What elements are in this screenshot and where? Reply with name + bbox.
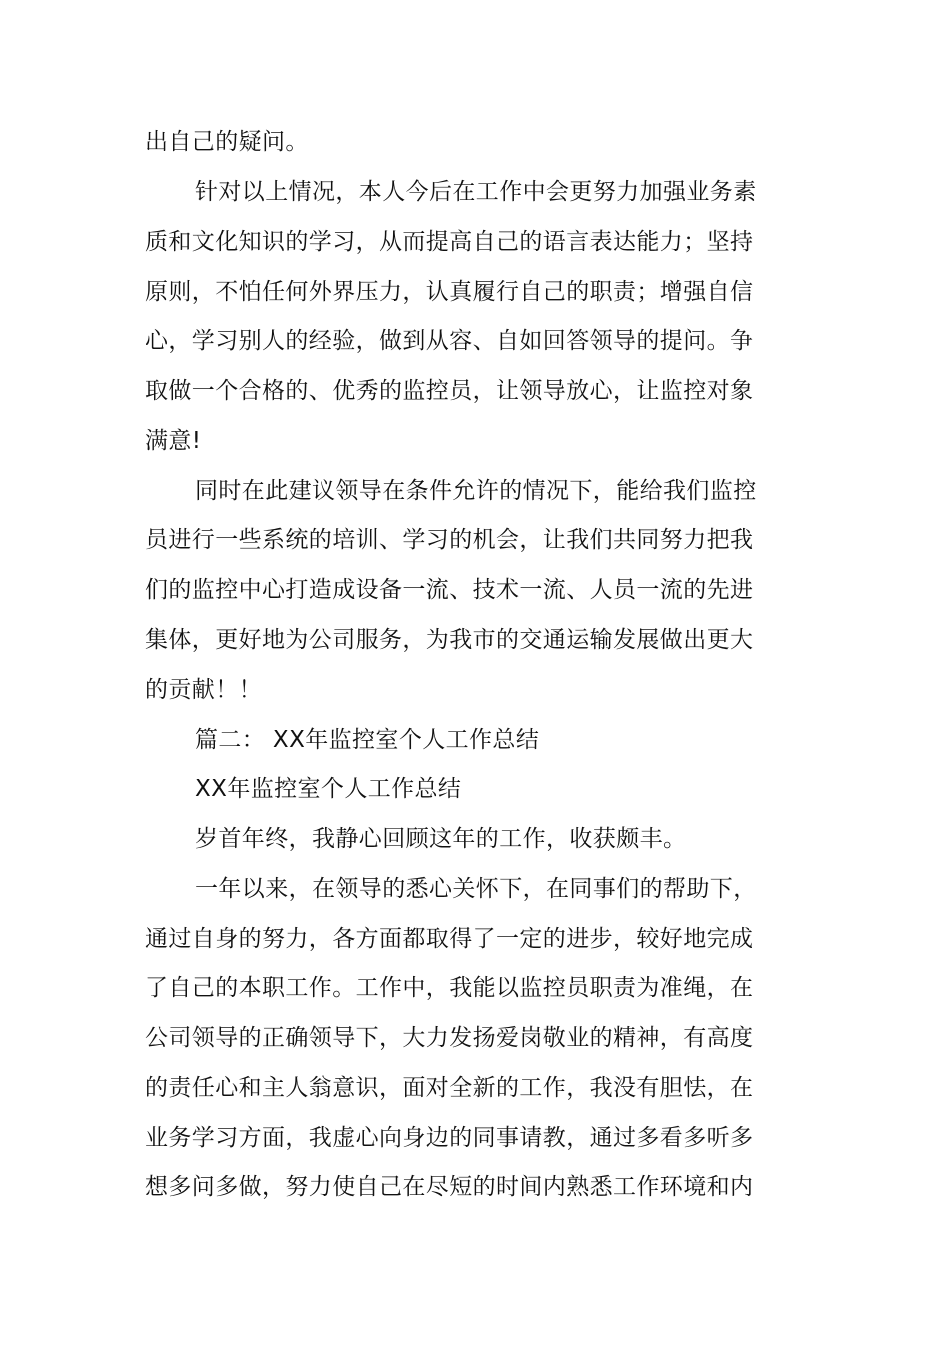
text-line: 的责任心和主人翁意识，面对全新的工作，我没有胆怯，在	[145, 1075, 754, 1101]
text-line: 了自己的本职工作。工作中，我能以监控员职责为准绳，在	[145, 975, 754, 1001]
text-line: 质和文化知识的学习，从而提高自己的语言表达能力；坚持	[145, 229, 754, 255]
text-line: 员进行一些系统的培训、学习的机会，让我们共同努力把我	[145, 527, 754, 553]
text-line: 业务学习方面，我虚心向身边的同事请教，通过多看多听多	[145, 1125, 754, 1151]
text-line: 心，学习别人的经验，做到从容、自如回答领导的提问。争	[145, 328, 754, 354]
paragraph-start-line: 同时在此建议领导在条件允许的情况下，能给我们监控	[195, 478, 757, 504]
text-line: 集体，更好地为公司服务，为我市的交通运输发展做出更大	[145, 627, 754, 653]
paragraph-start-line: 一年以来，在领导的悉心关怀下，在同事们的帮助下，	[195, 876, 757, 902]
text-line: 满意!	[145, 428, 202, 454]
text-line: 的贡献！！	[145, 677, 262, 703]
document-title: XX年监控室个人工作总结	[195, 776, 462, 802]
text-line: 通过自身的努力，各方面都取得了一定的进步，较好地完成	[145, 926, 754, 952]
text-line: 公司领导的正确领导下，大力发扬爱岗敬业的精神，有高度	[145, 1025, 754, 1051]
text-line: 取做一个合格的、优秀的监控员，让领导放心，让监控对象	[145, 378, 754, 404]
section-heading: 篇二： XX年监控室个人工作总结	[195, 727, 540, 753]
paragraph-start-line: 岁首年终，我静心回顾这年的工作，收获颇丰。	[195, 826, 687, 852]
paragraph-start-line: 针对以上情况，本人今后在工作中会更努力加强业务素	[195, 179, 757, 205]
text-line: 原则，不怕任何外界压力，认真履行自己的职责；增强自信	[145, 279, 754, 305]
text-line: 们的监控中心打造成设备一流、技术一流、人员一流的先进	[145, 577, 754, 603]
text-line: 出自己的疑问。	[145, 129, 309, 155]
text-line: 想多问多做，努力使自己在尽短的时间内熟悉工作环境和内	[145, 1174, 754, 1200]
